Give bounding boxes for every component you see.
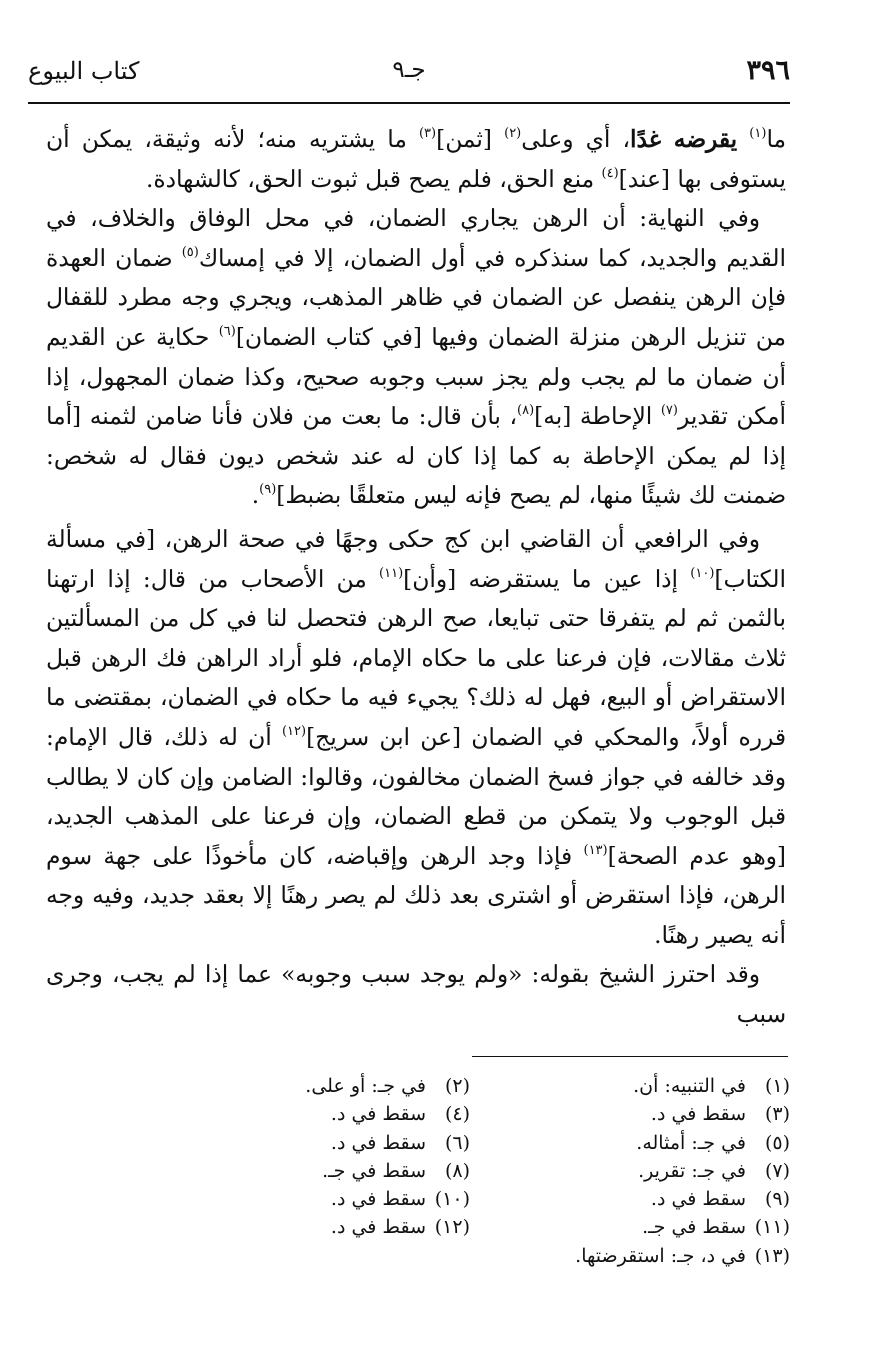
paragraph-3	[46, 520, 786, 956]
footnote-divider	[472, 1056, 788, 1057]
text-run: ما	[766, 126, 787, 153]
text-run: من الأصحاب من قال: إذا ارتهنا بالثمن ثم لم يتفرقا حتى تبايعا، صح الرهن فتحصل لنا في كل من المسألتين ثلاث مقالات، فإن فرعنا على ما حكاه الإمام، فلو أراد الراهن فك الرهن قبل الاستقراض أو البيع، فهل له ذلك؟ يجيء فيه ما حكاه في الضمان، بمقتضى ما قرره أولاً، والمحكي في الضمان [عن ابن سريج]	[46, 565, 786, 751]
text-run: منع الحق، فلم يصح قبل ثبوت الحق، كالشهادة.	[145, 165, 602, 193]
footnote-ref: (١٣)	[583, 842, 608, 858]
footnote-row	[150, 1213, 790, 1241]
footnote-text: سقط في د.	[650, 1103, 746, 1126]
footnote-row	[150, 1129, 790, 1157]
text-run: ، أي وعلى	[521, 126, 631, 153]
footnote-ref: (٨)	[517, 403, 535, 419]
text-run: الإحاطة [به]	[534, 403, 661, 431]
book-title: كتاب البيوع	[28, 57, 140, 85]
footnote-10	[150, 1185, 470, 1213]
footnote-number: (١٣)	[754, 1244, 790, 1267]
header-divider	[28, 102, 790, 104]
footnote-number: (٦)	[444, 1131, 470, 1154]
footnote-ref: (٦)	[218, 323, 236, 339]
footnote-9	[470, 1185, 790, 1213]
footnote-row	[150, 1157, 790, 1185]
footnote-number: (٥)	[764, 1131, 790, 1154]
footnote-11	[470, 1213, 790, 1241]
footnote-text: في جـ: أمثاله.	[636, 1131, 746, 1154]
footnote-number: (١٢)	[434, 1216, 470, 1239]
footnote-text: في جـ: أو على.	[305, 1075, 426, 1097]
footnote-text: سقط في جـ.	[642, 1216, 746, 1239]
text-run: أن له ذلك، قال الإمام: وقد خالفه في جواز فسخ الضمان مخالفون، وقالوا: الضامن وإن كان لا يطالب قبل الوجوب ولا يتمكن من قطع الضمان، وإن فرعنا على المذهب الجديد، [وهو عدم الصحة]	[46, 723, 786, 870]
footnote-number: (٤)	[444, 1103, 470, 1126]
footnote-row	[150, 1100, 790, 1128]
footnote-number: (٣)	[764, 1103, 790, 1126]
footnote-6	[150, 1129, 470, 1157]
footnote-text: سقط في د.	[330, 1103, 426, 1126]
footnote-number: (٩)	[764, 1188, 790, 1211]
footnote-7	[470, 1157, 790, 1185]
quoted-matn: يقرضه غدًا	[630, 126, 738, 153]
text-run: [ثمن]	[436, 126, 505, 153]
footnote-1	[470, 1072, 790, 1100]
footnote-ref: (٤)	[601, 165, 619, 181]
paragraph-1	[46, 120, 786, 199]
footnote-text: في د، جـ: استقرضتها.	[575, 1244, 746, 1267]
text-run	[737, 126, 749, 153]
footnote-text: سقط في جـ.	[322, 1159, 426, 1182]
main-text	[46, 120, 786, 1035]
footnote-row	[150, 1072, 790, 1100]
text-run: حكاية عن القديم أن ضمان ما لم يجب ولم يجز سبب وجوبه صحيح، وكذا ضمان المجهول، إذا أمكن تقدير	[46, 323, 786, 431]
footnotes	[150, 1072, 790, 1270]
footnote-text: سقط في د.	[330, 1216, 426, 1239]
page-number: ٣٩٦	[746, 55, 790, 86]
text-run: وفي الرافعي أن القاضي ابن كج حكى وجهًا في صحة الرهن، [في مسألة الكتاب]	[46, 525, 787, 593]
footnote-number: (١٠)	[434, 1188, 470, 1211]
footnote-text: سقط في د.	[330, 1131, 426, 1154]
paragraph-2	[46, 199, 786, 516]
text-run: وفي النهاية: أن الرهن يجاري الضمان، في محل الوفاق والخلاف، في القديم والجديد، كما سنذكره في أول الضمان، إلا في إمساك	[46, 205, 786, 272]
footnote-text: سقط في د.	[330, 1188, 426, 1211]
paragraph-4	[46, 955, 786, 1034]
footnote-ref: (١٠)	[690, 565, 715, 581]
footnote-number: (٨)	[444, 1159, 470, 1182]
text-run: فإذا وجد الرهن وإقباضه، كان مأخوذًا على جهة سوم الرهن، فإذا استقرض أو اشترى بعد ذلك لم يصر رهنًا إلا بعقد جديد، وفيه وجه أنه يصير رهنًا.	[46, 842, 786, 949]
text-run: إذا عين ما يستقرضه [وأن]	[403, 565, 691, 593]
volume-label: جـ٩	[392, 57, 426, 83]
footnote-3	[470, 1100, 790, 1128]
footnote-number: (٧)	[764, 1159, 790, 1182]
footnote-ref: (٧)	[660, 403, 678, 419]
text-run: ضمان العهدة فإن الرهن ينفصل عن الضمان في ظاهر المذهب، ويجري وجه مطرد للقفال من تنزيل الرهن منزلة الضمان وفيها [في كتاب الضمان]	[46, 244, 786, 351]
text-run: .	[251, 482, 260, 510]
footnote-row	[150, 1242, 790, 1270]
footnote-4	[150, 1100, 470, 1128]
footnote-text: في التنبيه: أن.	[633, 1075, 746, 1097]
footnote-number: (١)	[764, 1075, 790, 1097]
running-header	[28, 55, 790, 95]
footnote-ref: (١)	[749, 126, 767, 141]
footnote-ref: (٥)	[181, 244, 199, 260]
footnote-ref: (١٢)	[281, 723, 307, 739]
footnote-ref: (١١)	[379, 565, 404, 581]
footnote-text: في جـ: تقرير.	[638, 1159, 746, 1182]
footnote-number: (٢)	[444, 1075, 470, 1097]
footnote-text: سقط في د.	[650, 1188, 746, 1211]
footnote-row	[150, 1185, 790, 1213]
footnote-number: (١١)	[754, 1216, 790, 1239]
footnote-ref: (٩)	[259, 482, 277, 498]
footnote-2	[150, 1072, 470, 1100]
footnote-ref: (٣)	[418, 126, 437, 141]
text-run: وقد احترز الشيخ بقوله: «ولم يوجد سبب وجوبه» عما إذا لم يجب، وجرى سبب	[46, 961, 786, 1029]
text-run: ، بأن قال: ما بعت من فلان فأنا ضامن لثمنه [أما إذا لم يمكن الإحاطة به كما إذا كان له عند شخص ديون فقال له شخص: ضمنت لك شيئًا منها، لم يصح فإنه ليس متعلقًا بضبط]	[46, 403, 786, 510]
footnote-5	[470, 1129, 790, 1157]
footnote-8	[150, 1157, 470, 1185]
footnote-ref: (٢)	[504, 126, 522, 141]
footnote-12	[150, 1213, 470, 1241]
text-run: ما يشتريه منه؛ لأنه وثيقة، يمكن أن يستوفى بها [عند]	[46, 126, 786, 193]
footnote-13	[450, 1242, 790, 1270]
